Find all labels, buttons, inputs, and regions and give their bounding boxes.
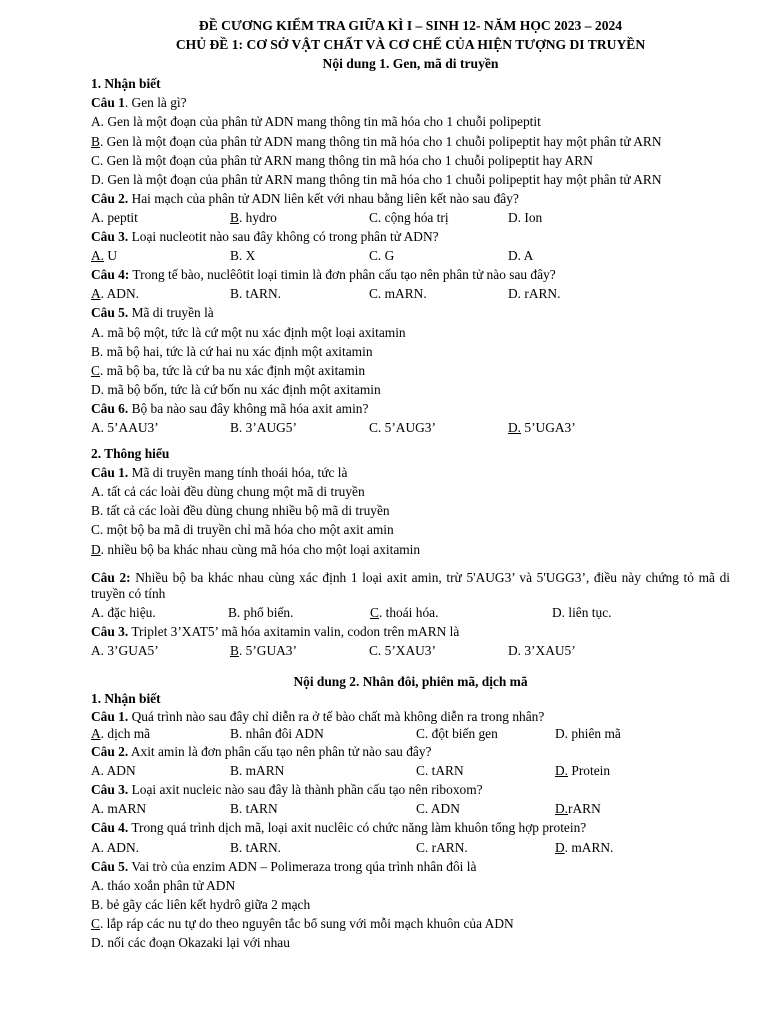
option-a: A. 3’GUA5’	[91, 642, 159, 658]
question-3	[91, 227, 730, 246]
option-c: C. cộng hóa trị	[369, 209, 449, 225]
answer-key: A	[91, 286, 101, 302]
option-d: D. mã bộ bốn, tức là cứ bốn nu xác định một axitamin	[91, 381, 381, 397]
question-label: Câu 1.	[91, 709, 129, 725]
option-text: Protein	[568, 763, 611, 779]
question-n2-5	[91, 857, 730, 876]
option-text: . thoái hóa.	[378, 604, 439, 620]
option-d	[555, 761, 610, 780]
option-b: B. nhân đôi ADN	[230, 726, 324, 742]
option-d: D. 3’XAU5’	[508, 642, 576, 658]
option-c	[91, 914, 730, 933]
question-text: Mã di truyền mang tính thoái hóa, tức là	[128, 465, 348, 481]
option-text: . 5’GUA3’	[238, 642, 297, 658]
level-heading-comprehension: 2. Thông hiểu	[91, 446, 170, 462]
answer-key: A.	[91, 248, 105, 264]
document-title: ĐỀ CƯƠNG KIỂM TRA GIỮA KÌ I – SINH 12- NĂM HỌC 2023 – 2024	[198, 18, 623, 33]
option-a: A. Gen là một đoạn của phân tử ADN mang thông tin mã hóa cho 1 chuỗi polipeptit	[91, 114, 541, 130]
options-row	[91, 799, 730, 818]
question-text: Bộ ba nào sau đây không mã hóa axit amin?	[128, 400, 369, 416]
option-d: D. nối các đoạn Okazaki lại với nhau	[91, 935, 290, 951]
option-text: . mARN.	[564, 839, 614, 855]
option-c: C. 5’XAU3’	[369, 642, 436, 658]
question-text: Nhiều bộ ba khác nhau cùng xác định 1 loại axit amin, trừ 5'AUG3’ và 5'UGG3’, điều này chứng tỏ mã di truyền có tính	[91, 569, 730, 602]
question-text: Loại nucleotit nào sau đây không có trong phân tử ADN?	[128, 229, 439, 245]
option-text: . Gen là một đoạn của phân tử ADN mang thông tin mã hóa cho 1 chuỗi polipeptit hay một phân tử ARN	[99, 133, 662, 149]
option-c: C. 5’AUG3’	[369, 419, 436, 435]
options-row	[91, 284, 730, 303]
option-b: B. tất cả các loài đều dùng chung nhiều bộ mã di truyền	[91, 503, 390, 519]
question-text: Axit amin là đơn phân cấu tạo nên phân tử nào sau đây?	[128, 744, 432, 760]
question-text: Hai mạch của phân tử ADN liên kết với nhau bằng liên kết nào sau đây?	[128, 190, 519, 206]
answer-key: C	[91, 915, 100, 931]
question-text: . Gen là gì?	[124, 95, 187, 111]
question-label: Câu 3.	[91, 229, 129, 245]
option-b: B. tARN	[230, 801, 278, 817]
question-label: Câu 3.	[91, 623, 129, 639]
answer-key: D.	[555, 801, 569, 817]
option-a	[91, 725, 230, 742]
option-a: A. đặc hiệu.	[91, 604, 156, 620]
answer-key: C	[91, 362, 100, 378]
option-b	[91, 132, 730, 151]
option-d: D. Gen là một đoạn của phân tử ARN mang thông tin mã hóa cho 1 chuỗi polipeptit hay một phân tử ARN	[91, 171, 662, 187]
option-a	[91, 246, 230, 265]
option-text: . mã bộ ba, tức là cứ ba nu xác định một axitamin	[99, 362, 366, 378]
question-label: Câu 6.	[91, 400, 129, 416]
option-b: B. mã bộ hai, tức là cứ hai nu xác định một axitamin	[91, 343, 373, 359]
spacer	[91, 660, 730, 672]
answer-key: D	[555, 839, 565, 855]
options-row	[91, 208, 730, 227]
answer-key: D.	[555, 763, 569, 779]
question-label: Câu 1.	[91, 465, 129, 481]
option-d: D. phiên mã	[555, 726, 621, 742]
options-row	[91, 725, 730, 742]
level-heading-recognition: 1. Nhận biết	[91, 76, 161, 92]
answer-key: B	[230, 209, 239, 225]
question-label: Câu 2.	[91, 190, 129, 206]
question-n2-2	[91, 742, 730, 761]
option-c: C. ADN	[416, 801, 460, 817]
option-d	[555, 799, 601, 818]
option-c: C. một bộ ba mã di truyền chỉ mã hóa cho một axit amin	[91, 522, 394, 538]
question-t1	[91, 463, 730, 482]
option-a: A. 5’AAU3’	[91, 419, 159, 435]
question-label: Câu 2.	[91, 744, 129, 760]
options-row	[91, 641, 730, 660]
option-c	[370, 603, 552, 622]
question-label: Câu 5.	[91, 858, 129, 874]
option-c: C. rARN.	[416, 839, 468, 855]
question-text: Triplet 3’XAT5’ mã hóa axitamin valin, codon trên mARN là	[128, 623, 460, 639]
question-5	[91, 303, 730, 322]
option-d	[555, 838, 613, 857]
question-text: Loại axit nucleic nào sau đây là thành phần cấu tạo nên riboxom?	[128, 782, 483, 798]
answer-key: D	[91, 541, 101, 557]
option-c: C. G	[369, 248, 395, 264]
option-a	[91, 284, 230, 303]
option-c: C. đột biến gen	[416, 726, 498, 742]
option-a: A. peptit	[91, 209, 138, 225]
answer-key: B	[230, 642, 239, 658]
question-1	[91, 93, 730, 112]
option-b: B. X	[230, 248, 256, 264]
option-b: B. tARN.	[230, 286, 281, 302]
options-row	[91, 761, 730, 780]
option-d: D. rARN.	[508, 286, 561, 302]
topic-title: CHỦ ĐỀ 1: CƠ SỞ VẬT CHẤT VÀ CƠ CHẾ CỦA HIỆN TƯỢNG DI TRUYỀN	[175, 37, 646, 53]
option-text: . nhiều bộ ba khác nhau cùng mã hóa cho một loại axitamin	[100, 541, 421, 557]
question-text: Quá trình nào sau đây chỉ diễn ra ở tế bào chất mà không diễn ra trong nhân?	[128, 709, 545, 725]
option-a: A. mARN	[91, 801, 147, 817]
question-label: Câu 4:	[91, 267, 130, 283]
option-text: . hydro	[238, 209, 277, 225]
answer-key: B	[91, 133, 100, 149]
option-b: B. 3’AUG5’	[230, 419, 297, 435]
option-b: B. tARN.	[230, 839, 281, 855]
options-row	[91, 418, 730, 437]
question-t2	[91, 570, 730, 603]
option-b: B. phổ biến.	[228, 604, 294, 620]
option-d	[508, 418, 576, 437]
question-4	[91, 265, 730, 284]
options-row	[91, 603, 730, 622]
options-row	[91, 246, 730, 265]
option-b: B. bẻ gãy các liên kết hydrô giữa 2 mạch	[91, 896, 311, 912]
answer-key: C	[370, 604, 379, 620]
option-a: A. ADN.	[91, 839, 139, 855]
option-a: A. ADN	[91, 763, 136, 779]
question-label: Câu 4.	[91, 820, 129, 836]
question-text: Mã di truyền là	[128, 305, 214, 321]
question-label: Câu 3.	[91, 782, 129, 798]
option-d: D. A	[508, 248, 534, 264]
question-text: Trong quá trình dịch mã, loại axit nuclêic có chức năng làm khuôn tổng hợp protein?	[128, 820, 587, 836]
option-c: C. Gen là một đoạn của phân tử ARN mang thông tin mã hóa cho 1 chuỗi polipeptit hay ARN	[91, 152, 593, 168]
option-text: . ADN.	[100, 286, 139, 302]
option-b	[230, 208, 369, 227]
question-text: Trong tế bào, nuclêôtit loại timin là đơn phân cấu tạo nên phân tử nào sau đây?	[129, 267, 556, 283]
option-a: A. tất cả các loài đều dùng chung một mã di truyền	[91, 484, 365, 500]
question-t3	[91, 622, 730, 641]
question-n2-4	[91, 818, 730, 837]
option-d: D. liên tục.	[552, 604, 612, 620]
option-a: A. mã bộ một, tức là cứ một nu xác định một loại axitamin	[91, 324, 406, 340]
question-n2-3	[91, 780, 730, 799]
option-c: C. mARN.	[369, 286, 427, 302]
spacer	[91, 559, 730, 570]
question-label: Câu 2:	[91, 569, 131, 585]
option-c	[91, 361, 730, 380]
option-text: . dịch mã	[100, 726, 151, 742]
option-text: 5’UGA3’	[521, 419, 576, 435]
answer-key: D.	[508, 419, 522, 435]
option-text: rARN	[568, 801, 601, 817]
level-heading-recognition-2: 1. Nhận biết	[91, 691, 161, 706]
question-label: Câu 5.	[91, 305, 129, 321]
question-text: Vai trò của enzim ADN – Polimeraza trong qúa trình nhân đôi là	[128, 858, 477, 874]
option-d: D. Ion	[508, 209, 543, 225]
question-label: Câu 1	[91, 95, 125, 111]
content-2-title: Nội dung 2. Nhân đôi, phiên mã, dịch mã	[293, 673, 528, 689]
option-d	[91, 540, 730, 559]
question-n2-1	[91, 708, 730, 725]
question-6	[91, 399, 730, 418]
option-c: C. tARN	[416, 763, 464, 779]
option-text: U	[104, 248, 118, 264]
content-1-title: Nội dung 1. Gen, mã di truyền	[322, 56, 499, 72]
option-b: B. mARN	[230, 763, 285, 779]
option-b	[230, 641, 369, 660]
answer-key: A	[91, 726, 101, 742]
question-2	[91, 189, 730, 208]
option-a: A. tháo xoắn phân tử ADN	[91, 877, 236, 893]
option-text: . lắp ráp các nu tự do theo nguyên tắc bổ sung với mỗi mạch khuôn của ADN	[99, 915, 514, 931]
options-row	[91, 838, 730, 857]
